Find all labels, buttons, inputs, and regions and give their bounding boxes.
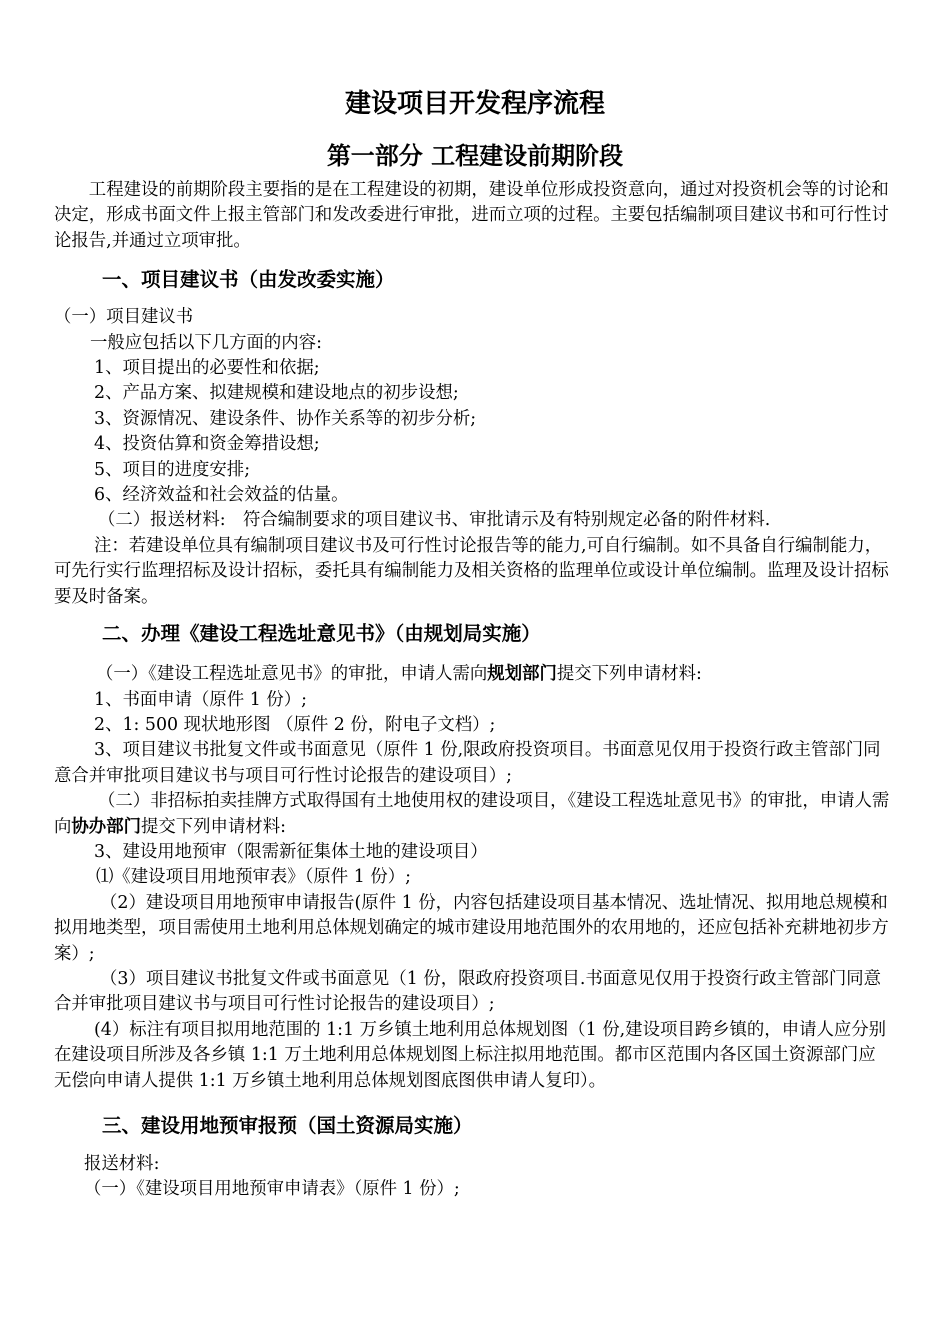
document-body xyxy=(54,178,892,1203)
sec1-sub1: （一）项目建议书 xyxy=(54,307,194,328)
sec2-p1: ⑴《建设项目用地预审表》（原件 1 份）; xyxy=(96,867,411,888)
list-item: 3、资源情况、建设条件、协作关系等的初步分析; xyxy=(94,408,477,429)
list-item: 2、产品方案、拟建规模和建设地点的初步设想; xyxy=(94,383,459,404)
list-item: 6、经济效益和社会效益的估量。 xyxy=(94,485,349,506)
document-title: 建设项目开发程序流程 xyxy=(344,89,605,119)
sec2-sub2 xyxy=(54,789,892,840)
part-title: 第一部分 工程建设前期阶段 xyxy=(326,141,624,170)
sec1-note: 注：若建设单位具有编制项目建议书及可行性讨论报告等的能力,可自行编制。如不具备自行编制能力，可先行实行监理招标及设计招标，委托具有编制能力及相关资格的监理单位或设计单位编制。监理及设计招标要及时备案。 xyxy=(54,535,889,607)
section-2-heading: 二、办理《建设工程选址意见书》（由规划局实施） xyxy=(102,622,541,646)
sec2-p4: (4）标注有项目拟用地范围的 1:1 万乡镇土地利用总体规划图（1 份,建设项目跨乡镇的，申请人应分别在建设项目所涉及各乡镇 1:1 万土地利用总体规划图上标注拟用地范围。都市区范围内各区国土资源部门应无偿向申请人提供 1:1 万乡镇土地利用总体规划图底图供申请人复印）。 xyxy=(54,1019,887,1091)
section-1-heading: 一、项目建议书（由发改委实施） xyxy=(102,268,395,292)
intro-paragraph: 工程建设的前期阶段主要指的是在工程建设的初期，建设单位形成投资意向，通过对投资机会等的讨论和决定，形成书面文件上报主管部门和发改委进行审批，进而立项的过程。主要包括编制项目建议书和可行性讨论报告,并通过立项审批。 xyxy=(54,180,889,251)
list-item: 5、项目的进度安排; xyxy=(94,459,251,480)
sec1-sub2: （二）报送材料: 符合编制要求的项目建议书、审批请示及有特别规定必备的附件材料. xyxy=(98,510,771,531)
list-item: 1、项目提出的必要性和依据; xyxy=(94,358,320,379)
list-item: 2、1: 500 现状地形图 （原件 2 份，附电子文档）; xyxy=(94,714,496,735)
sec3-lead: 报送材料: xyxy=(84,1154,160,1174)
sec2-sub2-text-end: 提交下列申请材料: xyxy=(140,816,286,837)
list-item: 4、投资估算和资金筹措设想; xyxy=(94,434,320,455)
sec2-p2: （2）建设项目用地预审申请报告(原件 1 份，内容包括建设项目基本情况、选址情况、拟用地总规模和拟用地类型，项目需使用土地利用总体规划确定的城市建设用地范围外的农用地的，还应包括补充耕地初步方案）; xyxy=(54,892,889,964)
sec2-sub1-text-end: 提交下列申请材料: xyxy=(556,664,702,685)
sec2-sub1-bold: 规划部门 xyxy=(487,664,557,685)
list-item: 1、书面申请（原件 1 份）; xyxy=(94,689,307,710)
sec2-sub1-text: （一）《建设工程选址意见书》的审批，申请人需向 xyxy=(96,664,488,685)
sec2-item3: 3、项目建议书批复文件或书面意见（原件 1 份,限政府投资项目。书面意见仅用于投资行政主管部门同意合并审批项目建议书与项目可行性讨论报告的建设项目）; xyxy=(54,740,881,786)
sec2-sub2-bold: 协办部门 xyxy=(71,816,141,837)
section-3-heading: 三、建设用地预审报预（国土资源局实施） xyxy=(102,1114,473,1137)
sec2-sub1 xyxy=(54,662,892,687)
sec1-lead: 一般应包括以下几方面的内容: xyxy=(90,332,322,353)
sec3-item1: （一）《建设项目用地预审申请表》（原件 1 份）; xyxy=(84,1179,460,1200)
sec2-item3b: 3、建设用地预审（限需新征集体土地的建设项目） xyxy=(94,841,488,862)
sec2-sub2-text: （二）非招标拍卖挂牌方式取得国有土地使用权的建设项目，《建设工程选址意见书》的审批，申请人需向 xyxy=(54,791,890,837)
sec2-p3: （3）项目建议书批复文件或书面意见（1 份，限政府投资项目.书面意见仅用于投资行政主管部门同意合并审批项目建议书与项目可行性讨论报告的建设项目）; xyxy=(54,968,881,1015)
